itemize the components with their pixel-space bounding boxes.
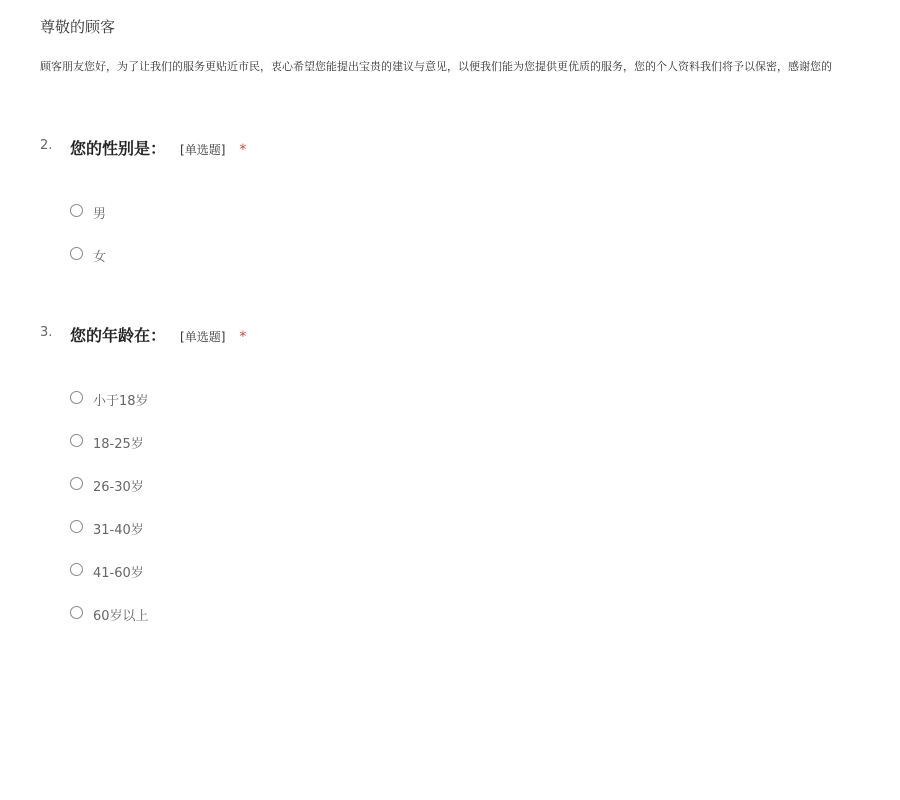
option-label[interactable]: 60岁以上: [93, 609, 149, 624]
question-number: 3.: [40, 325, 53, 340]
option-18-25[interactable]: [40, 434, 860, 477]
option-26-30[interactable]: [40, 477, 860, 520]
question-header: [40, 136, 860, 160]
radio-button[interactable]: [70, 204, 83, 217]
option-female[interactable]: [40, 247, 860, 290]
option-label[interactable]: 41-60岁: [93, 566, 144, 581]
radio-button[interactable]: [70, 520, 83, 533]
option-label[interactable]: 26-30岁: [93, 480, 144, 495]
option-label[interactable]: 女: [93, 250, 107, 265]
required-asterisk: *: [239, 329, 247, 345]
radio-button[interactable]: [70, 477, 83, 490]
option-label[interactable]: 小于18岁: [93, 394, 149, 409]
radio-button[interactable]: [70, 434, 83, 447]
option-label[interactable]: 男: [93, 207, 107, 222]
option-label[interactable]: 18-25岁: [93, 437, 144, 452]
option-under-18[interactable]: [40, 391, 860, 434]
question-gender: [40, 136, 860, 290]
option-over-60[interactable]: [40, 606, 860, 649]
option-41-60[interactable]: [40, 563, 860, 606]
question-title: [70, 323, 246, 346]
question-title: [70, 136, 246, 159]
question-title-text: 您的年龄在：: [70, 326, 167, 345]
option-label[interactable]: 31-40岁: [93, 523, 144, 538]
radio-button[interactable]: [70, 563, 83, 576]
question-age: [40, 323, 860, 649]
question-type-label: [单选题]: [180, 143, 226, 157]
question-title-text: 您的性别是：: [70, 139, 167, 158]
question-header: [40, 323, 860, 347]
options-list: [40, 204, 860, 290]
question-number: 2.: [40, 138, 53, 153]
greeting-title: 尊敬的顾客: [40, 18, 116, 36]
options-list: [40, 391, 860, 649]
radio-button[interactable]: [70, 247, 83, 260]
option-31-40[interactable]: [40, 520, 860, 563]
radio-button[interactable]: [70, 391, 83, 404]
option-male[interactable]: [40, 204, 860, 247]
intro-text: 顾客朋友您好，为了让我们的服务更贴近市民，衷心希望您能提出宝贵的建议与意见，以便我们能为您提供更优质的服务，您的个人资料我们将予以保密，感谢您的: [40, 60, 832, 73]
question-type-label: [单选题]: [180, 330, 226, 344]
required-asterisk: *: [239, 142, 247, 158]
radio-button[interactable]: [70, 606, 83, 619]
